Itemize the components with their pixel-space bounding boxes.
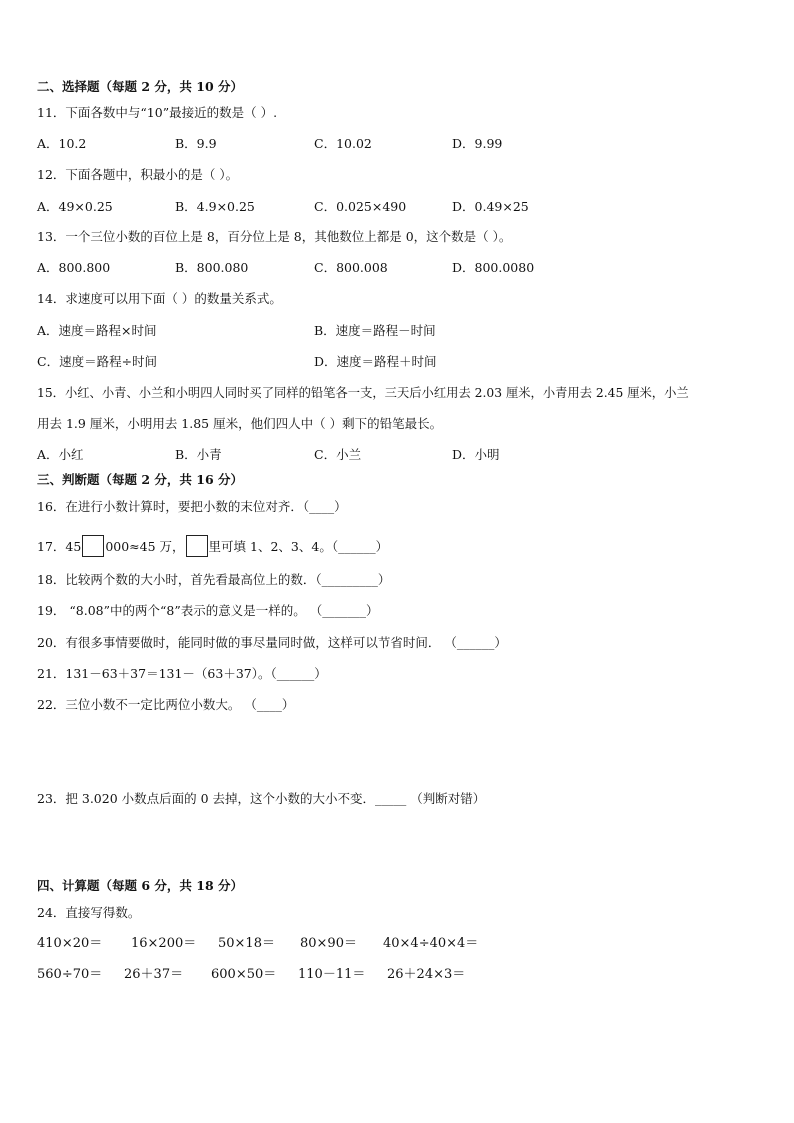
q13-option-b: B．800.080 bbox=[175, 260, 249, 275]
q13-option-c: C．800.008 bbox=[314, 260, 388, 275]
q11-stem: 11．下面各数中与“10”最接近的数是（ ）. bbox=[37, 105, 278, 120]
q20-statement: 20．有很多事情要做时，能同时做的事尽量同时做，这样可以节省时间． （______） bbox=[37, 635, 507, 650]
q15-option-a: A．小红 bbox=[37, 447, 84, 462]
calc-item: 80×90＝ bbox=[300, 936, 357, 951]
section-choice-heading: 二、选择题（每题 2 分，共 10 分） bbox=[37, 79, 244, 94]
q15-stem-line1: 15．小红、小青、小兰和小明四人同时买了同样的铅笔各一支，三天后小红用去 2.03 厘米，小青用去 2.45 厘米，小兰 bbox=[37, 386, 689, 400]
q17-statement bbox=[37, 535, 388, 557]
q17-part3: 里可填 1、2、3、4。（______） bbox=[208, 539, 389, 554]
q17-part1: 17．45 bbox=[37, 539, 82, 554]
q11-option-b: B．9.9 bbox=[175, 136, 217, 151]
calc-item: 560÷70＝ bbox=[37, 967, 103, 982]
q13-stem: 13．一个三位小数的百位上是 8，百分位上是 8，其他数位上都是 0，这个数是（ ）。 bbox=[37, 229, 512, 244]
section-calc-heading: 四、计算题（每题 6 分，共 18 分） bbox=[37, 878, 244, 893]
calc-item: 50×18＝ bbox=[218, 936, 275, 951]
q12-stem: 12．下面各题中，积最小的是（ ）。 bbox=[37, 167, 239, 182]
calc-item: 110－11＝ bbox=[298, 967, 366, 982]
q16-statement: 16．在进行小数计算时，要把小数的末位对齐．（____） bbox=[37, 499, 347, 514]
q14-option-a: A．速度＝路程×时间 bbox=[37, 323, 157, 338]
q23-statement: 23．把 3.020 小数点后面的 0 去掉，这个小数的大小不变．_____ （判断对错） bbox=[37, 791, 486, 806]
q12-option-c: C．0.025×490 bbox=[314, 199, 407, 214]
q13-option-d: D．800.0080 bbox=[452, 260, 535, 275]
q11-option-a: A．10.2 bbox=[37, 136, 87, 151]
q22-statement: 22．三位小数不一定比两位小数大。 （____） bbox=[37, 697, 295, 712]
q17-blank-box-2 bbox=[186, 535, 208, 557]
q12-option-d: D．0.49×25 bbox=[452, 199, 529, 214]
calc-item: 40×4÷40×4＝ bbox=[383, 936, 479, 951]
q14-option-c: C．速度＝路程÷时间 bbox=[37, 354, 158, 369]
q15-option-b: B．小青 bbox=[175, 447, 222, 462]
q14-option-d: D．速度＝路程＋时间 bbox=[314, 354, 437, 369]
calc-item: 600×50＝ bbox=[211, 967, 277, 982]
q15-option-d: D．小明 bbox=[452, 447, 500, 462]
calc-item: 410×20＝ bbox=[37, 936, 103, 951]
calc-item: 26＋24×3＝ bbox=[387, 967, 466, 982]
q13-option-a: A．800.800 bbox=[37, 260, 111, 275]
q11-option-d: D．9.99 bbox=[452, 136, 503, 151]
calc-item: 26＋37＝ bbox=[124, 967, 184, 982]
q15-stem-line2: 用去 1.9 厘米，小明用去 1.85 厘米，他们四人中（ ）剩下的铅笔最长。 bbox=[37, 416, 443, 431]
q19-statement: 19． “8.08”中的两个“8”表示的意义是一样的。 （_______） bbox=[37, 603, 379, 618]
calc-item: 16×200＝ bbox=[131, 936, 197, 951]
q12-option-a: A．49×0.25 bbox=[37, 199, 113, 214]
q15-option-c: C．小兰 bbox=[314, 447, 362, 462]
q17-part2: 000≈45 万， bbox=[105, 539, 185, 554]
q14-option-b: B．速度＝路程－时间 bbox=[314, 323, 436, 338]
q11-option-c: C．10.02 bbox=[314, 136, 372, 151]
section-judge-heading: 三、判断题（每题 2 分，共 16 分） bbox=[37, 472, 244, 487]
q17-blank-box bbox=[82, 535, 104, 557]
q18-statement: 18．比较两个数的大小时，首先看最高位上的数．（_________） bbox=[37, 572, 391, 587]
q14-stem: 14．求速度可以用下面（ ）的数量关系式。 bbox=[37, 291, 282, 306]
q21-statement: 21．131－63＋37＝131－（63＋37）。（______） bbox=[37, 666, 327, 681]
q24-stem: 24．直接写得数。 bbox=[37, 905, 141, 920]
q12-option-b: B．4.9×0.25 bbox=[175, 199, 255, 214]
